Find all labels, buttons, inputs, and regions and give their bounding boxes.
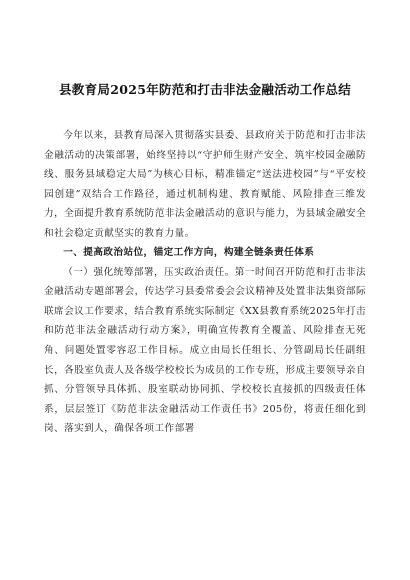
section-paragraph: （一）强化统筹部署，压实政治责任。第一时间召开防范和打击非法金融活动专题部署会，传达学习县委常委会会议精神及处置非法集资部际联席会议工作要求，结合教育系统实际制定《XX县教育系统2025年打击和防范非法金融活动行动方案》，明确宣传教育全覆盖、风险排查无死角、问题处置零容忍工作目标。成立由局长任组长、分管副局长任副组长，各股室负责人及各级学校校长为成员的工作专班，形成主要领导亲自抓、分管领导具体抓、股室联动协同抓、学校校长直接抓的四级责任体系，层层签订《防范非法金融活动工作责任书》205份，将责任细化到岗、落实到人，确保各项工作部署 (44, 266, 366, 435)
document-body (44, 126, 366, 439)
document-title: 县教育局2025年防范和打击非法金融活动工作总结 (59, 82, 351, 97)
intro-paragraph: 今年以来，县教育局深入贯彻落实县委、县政府关于防范和打击非法金融活动的决策部署，始终坚持以“守护师生财产安全、筑牢校园金融防线、服务县域稳定大局”为核心目标，精准锚定“送法进校园”与“平安校园创建”双结合工作路径，通过机制构建、教育赋能、风险排查三维发力，全面提升教育系统防范非法金融活动的意识与能力，为县域金融安全和社会稳定贡献坚实的教育力量。 (44, 130, 366, 239)
section-heading: 一、提高政治站位，锚定工作方向，构建全链条责任体系 (63, 247, 315, 259)
